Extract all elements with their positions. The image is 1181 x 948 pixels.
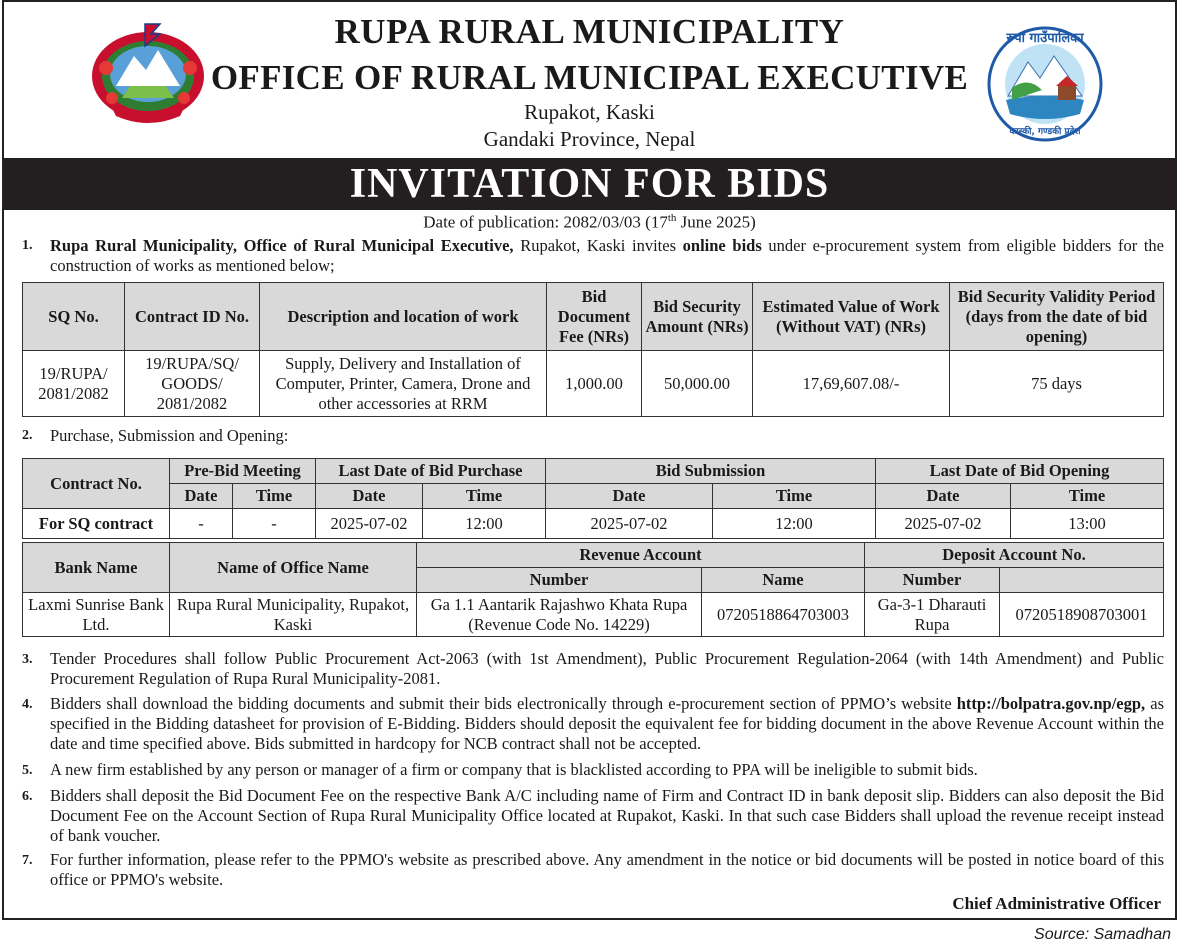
table-cell: Rupa Rural Municipality, Rupakot, Kaski <box>170 593 417 637</box>
table-cell: 13:00 <box>1011 509 1164 539</box>
table-header: Time <box>1011 484 1164 509</box>
table-cell: - <box>233 509 316 539</box>
table-header: Last Date of Bid Opening <box>876 459 1164 484</box>
table-header: Date <box>170 484 233 509</box>
table-header: Revenue Account <box>417 543 865 568</box>
table-cell: 2025-07-02 <box>316 509 423 539</box>
notice-frame <box>2 0 1177 920</box>
office-name: OFFICE OF RURAL MUNICIPAL EXECUTIVE <box>210 58 969 97</box>
table-header: Pre-Bid Meeting <box>170 459 316 484</box>
table-cell: 75 days <box>950 351 1164 417</box>
table-header: Estimated Value of Work (Without VAT) (NRs) <box>753 283 950 351</box>
table-header <box>1000 568 1164 593</box>
table-header: Bid Document Fee (NRs) <box>547 283 642 351</box>
table-header: Date <box>316 484 423 509</box>
table-cell: 19/RUPA/SQ/ GOODS/ 2081/2082 <box>125 351 260 417</box>
table-cell: Ga 1.1 Aantarik Rajashwo Khata Rupa (Revenue Code No. 14229) <box>417 593 702 637</box>
item-number: 6. <box>22 789 33 804</box>
table-header: Name of Office Name <box>170 543 417 593</box>
table-cell: Laxmi Sunrise Bank Ltd. <box>23 593 170 637</box>
table-header: Date <box>876 484 1011 509</box>
table-cell: 2025-07-02 <box>546 509 713 539</box>
table-header: Bid Security Validity Period (days from the date of bid opening) <box>950 283 1164 351</box>
table-cell: Supply, Delivery and Installation of Computer, Printer, Camera, Drone and other accessories at RRM <box>260 351 547 417</box>
table-cell: 17,69,607.08/- <box>753 351 950 417</box>
table-header: SQ No. <box>23 283 125 351</box>
table-cell: 12:00 <box>423 509 546 539</box>
table-cell: 12:00 <box>713 509 876 539</box>
table-cell: - <box>170 509 233 539</box>
table-header: Bid Security Amount (NRs) <box>642 283 753 351</box>
publication-date: Date of publication: 2082/03/03 (17th June 2025) <box>423 212 756 232</box>
banner-title: INVITATION FOR BIDS <box>4 158 1175 210</box>
table-header: Contract No. <box>23 459 170 509</box>
paragraph-3: Tender Procedures shall follow Public Procurement Act-2063 (with 1st Amendment), Public Procurement Regulation-2064 (with 14th Amendment) and Public Procurement Regulation of Rupa Rural Municipality-2081. <box>50 649 1164 688</box>
item-number: 4. <box>22 697 33 712</box>
table-header: Last Date of Bid Purchase <box>316 459 546 484</box>
table-cell: 50,000.00 <box>642 351 753 417</box>
source-credit: Source: Samadhan <box>1034 926 1171 943</box>
paragraph-6: Bidders shall deposit the Bid Document Fee on the respective Bank A/C including name of Firm and Contract ID in bank deposit slip. Bidders can also deposit the Bid Document Fee on the Account Section of Rupa Rural Municipality Office located at Rupakot, Kaski. In that such case Bidders shall upload the revenue receipt instead of bank voucher. <box>50 786 1164 845</box>
item-number: 1. <box>22 238 33 253</box>
table-header: Name <box>702 568 865 593</box>
table-cell: 1,000.00 <box>547 351 642 417</box>
paragraph-1: Rupa Rural Municipality, Office of Rural Municipal Executive, Rupakot, Kaski invites online bids under e-procurement system from eligible bidders for the construction of works as mentioned below; <box>50 236 1164 275</box>
table-header: Bank Name <box>23 543 170 593</box>
contract-table <box>22 282 1164 417</box>
table-cell: 19/RUPA/ 2081/2082 <box>23 351 125 417</box>
paragraph-5: A new firm established by any person or manager of a firm or company that is blacklisted according to PPA will be ineligible to submit bids. <box>50 760 978 779</box>
table-header: Date <box>546 484 713 509</box>
header <box>4 2 1175 158</box>
table-header: Description and location of work <box>260 283 547 351</box>
logo-bottom-text: कास्की, गण्डकी प्रदेश <box>1009 127 1081 137</box>
table-header: Deposit Account No. <box>865 543 1164 568</box>
bank-table <box>22 542 1164 637</box>
paragraph-2: Purchase, Submission and Opening: <box>50 426 289 445</box>
table-header: Bid Submission <box>546 459 876 484</box>
table-cell: For SQ contract <box>23 509 170 539</box>
address-line-2: Gandaki Province, Nepal <box>483 127 696 151</box>
schedule-table <box>22 458 1164 539</box>
logo-top-text: रुपा गाउँपालिका <box>1006 31 1084 46</box>
rupa-municipality-logo <box>984 22 1106 142</box>
table-header: Time <box>713 484 876 509</box>
table-cell: 2025-07-02 <box>876 509 1011 539</box>
table-cell: Ga-3-1 Dharauti Rupa <box>865 593 1000 637</box>
item-number: 7. <box>22 853 33 868</box>
table-cell: 0720518908703001 <box>1000 593 1164 637</box>
item-number: 5. <box>22 763 33 778</box>
signature: Chief Administrative Officer <box>952 894 1161 913</box>
item-number: 3. <box>22 652 33 667</box>
table-header: Time <box>233 484 316 509</box>
table-header: Number <box>417 568 702 593</box>
table-header: Time <box>423 484 546 509</box>
table-cell: 0720518864703003 <box>702 593 865 637</box>
paragraph-4: Bidders shall download the bidding documents and submit their bids electronically through e-procurement section of PPMO’s website http://bolpatra.gov.np/egp, as specified in the Bidding datasheet for provision of E-Bidding. Bidders should deposit the equivalent fee for bidding document in the above Revenue Account within the date and time specified above. Bids submitted in hardcopy for NCB contract shall not be accepted. <box>50 694 1164 753</box>
address-line-1: Rupakot, Kaski <box>524 100 655 124</box>
item-number: 2. <box>22 428 33 443</box>
table-header: Contract ID No. <box>125 283 260 351</box>
table-header: Number <box>865 568 1000 593</box>
paragraph-7: For further information, please refer to the PPMO's website as prescribed above. Any amendment in the notice or bid documents will be posted in notice board of this office or PPMO's website. <box>50 850 1164 889</box>
municipality-name: RUPA RURAL MUNICIPALITY <box>334 12 845 51</box>
